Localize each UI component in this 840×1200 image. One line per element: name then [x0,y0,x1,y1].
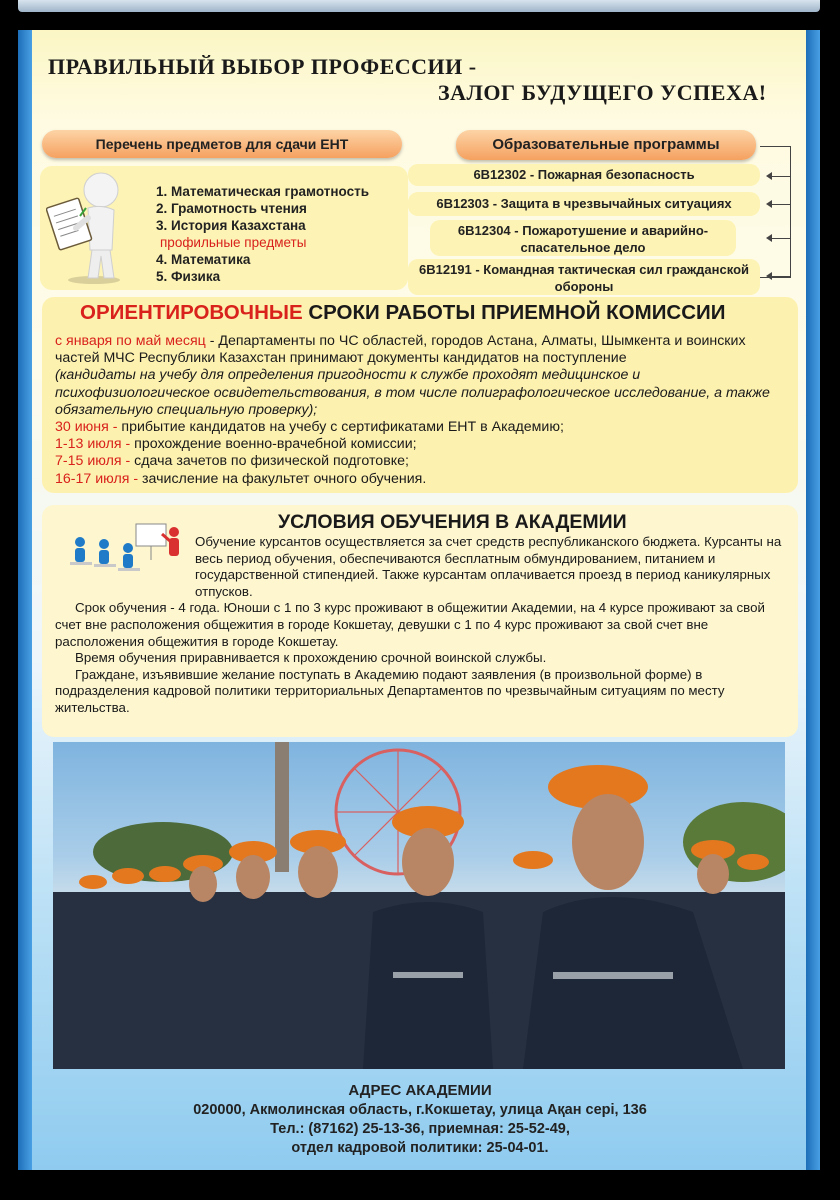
right-border-stripe [806,30,820,1170]
arrow-left-icon [770,276,790,277]
address-title: АДРЕС АКАДЕМИИ [348,1082,492,1099]
schedule-date: 16-17 июля - [55,470,139,487]
subjects-header: Перечень предметов для сдачи ЕНТ [42,130,402,158]
programs-bracket [760,146,791,278]
program-item: 6B12304 - Пожаротушение и аварийно-спасательное дело [430,220,736,256]
schedule-intro-date: с января по май месяц [55,333,206,349]
conditions-title: УСЛОВИЯ ОБУЧЕНИЯ В АКАДЕМИИ [278,511,627,533]
cadets-photo [53,742,785,1069]
schedule-date: 7-15 июля - [55,453,131,470]
schedule-event: зачисление на факультет очного обучения. [138,470,427,487]
schedule-title [80,301,726,325]
conditions-body [55,534,793,717]
list-item: 5. Физика [156,269,221,284]
top-frame-bar [18,0,820,12]
arrow-left-icon [770,204,790,205]
conditions-paragraph: Обучение курсантов осуществляется за счет средств республиканского бюджета. Курсанты на весь период обучения, обеспечиваются бесплатным обмундированием, питанием и государственной стипендией. Также курсантам оплачивается проезд в период каникулярных отпусков. [195,534,782,599]
conditions-paragraph: Граждане, изъявившие желание поступать в Академию подают заявления (в произвольной форме) в подразделения кадровой политики территориальных Департаментов по чрезвычайным ситуациям по месту жительства. [55,666,725,715]
programs-header: Образовательные программы [456,130,756,160]
schedule-date: 1-13 июля - [55,436,131,453]
list-item: 2. Грамотность чтения [156,201,307,216]
schedule-intro-text: - Департаменты по ЧС областей, городов Астана, Алматы, Шымкента и воинских частей МЧС Республики Казахстан принимают документы кандидатов на поступление [55,333,746,367]
schedule-body [55,333,793,488]
address-phones: Тел.: (87162) 25-13-36, приемная: 25-52-49, [270,1121,570,1137]
address-hr-phone: отдел кадровой политики: 25-04-01. [291,1140,549,1156]
schedule-title-highlight: ОРИЕНТИРОВОЧНЫЕ [80,301,303,324]
cadets-parade-illustration [53,742,785,1069]
list-item [55,419,793,436]
schedule-title-rest: СРОКИ РАБОТЫ ПРИЕМНОЙ КОМИССИИ [308,301,726,324]
program-item: 6B12302 - Пожарная безопасность [408,164,760,186]
figure-with-clipboard-icon [46,168,136,286]
schedule-date: 30 июня - [55,419,118,436]
poster-title-line2: ЗАЛОГ БУДУЩЕГО УСПЕХА! [438,80,767,105]
schedule-event: сдача зачетов по физической подготовке; [130,453,409,470]
arrow-left-icon [770,176,790,177]
address-line: 020000, Акмолинская область, г.Кокшетау, улица Ақан сері, 136 [193,1102,647,1118]
schedule-intro-note: (кандидаты на учебу для определения пригодности к службе проходят медицинское и психофизиологическое освидетельствования, в том числе полиграфологическое исследование, а также обязательную специальную проверку); [55,367,770,418]
schedule-event: прибытие кандидатов на учебу с сертификатами ЕНТ в Академию; [117,419,564,436]
subjects-list [156,183,369,285]
arrow-left-icon [770,238,790,239]
program-item: 6B12303 - Защита в чрезвычайных ситуациях [408,192,760,216]
list-item: 4. Математика [156,252,251,267]
poster-title-line1: ПРАВИЛЬНЫЙ ВЫБОР ПРОФЕССИИ - [48,54,477,79]
conditions-paragraph: Срок обучения - 4 года. Юноши с 1 по 3 курс проживают в общежитии Академии, на 4 курсе проживают за свой счет вне расположения общежития в городе Кокшетау, девушки с 1 по 4 курс проживают за свой счет вне расположения общежития в городе Кокшетау. [55,600,765,649]
conditions-paragraph: Время обучения приравнивается к прохождению срочной воинской службы. [75,650,547,666]
profile-subjects-label: профильные предметы [160,235,307,250]
list-item: 1. Математическая грамотность [156,184,370,199]
left-border-stripe [18,30,32,1170]
list-item [55,453,793,470]
list-item: 3. История Казахстана [156,218,306,233]
list-item [55,471,793,488]
list-item [55,436,793,453]
schedule-event: прохождение военно-врачебной комиссии; [130,436,417,453]
program-item: 6B12191 - Командная тактическая сил гражданской обороны [408,259,760,295]
